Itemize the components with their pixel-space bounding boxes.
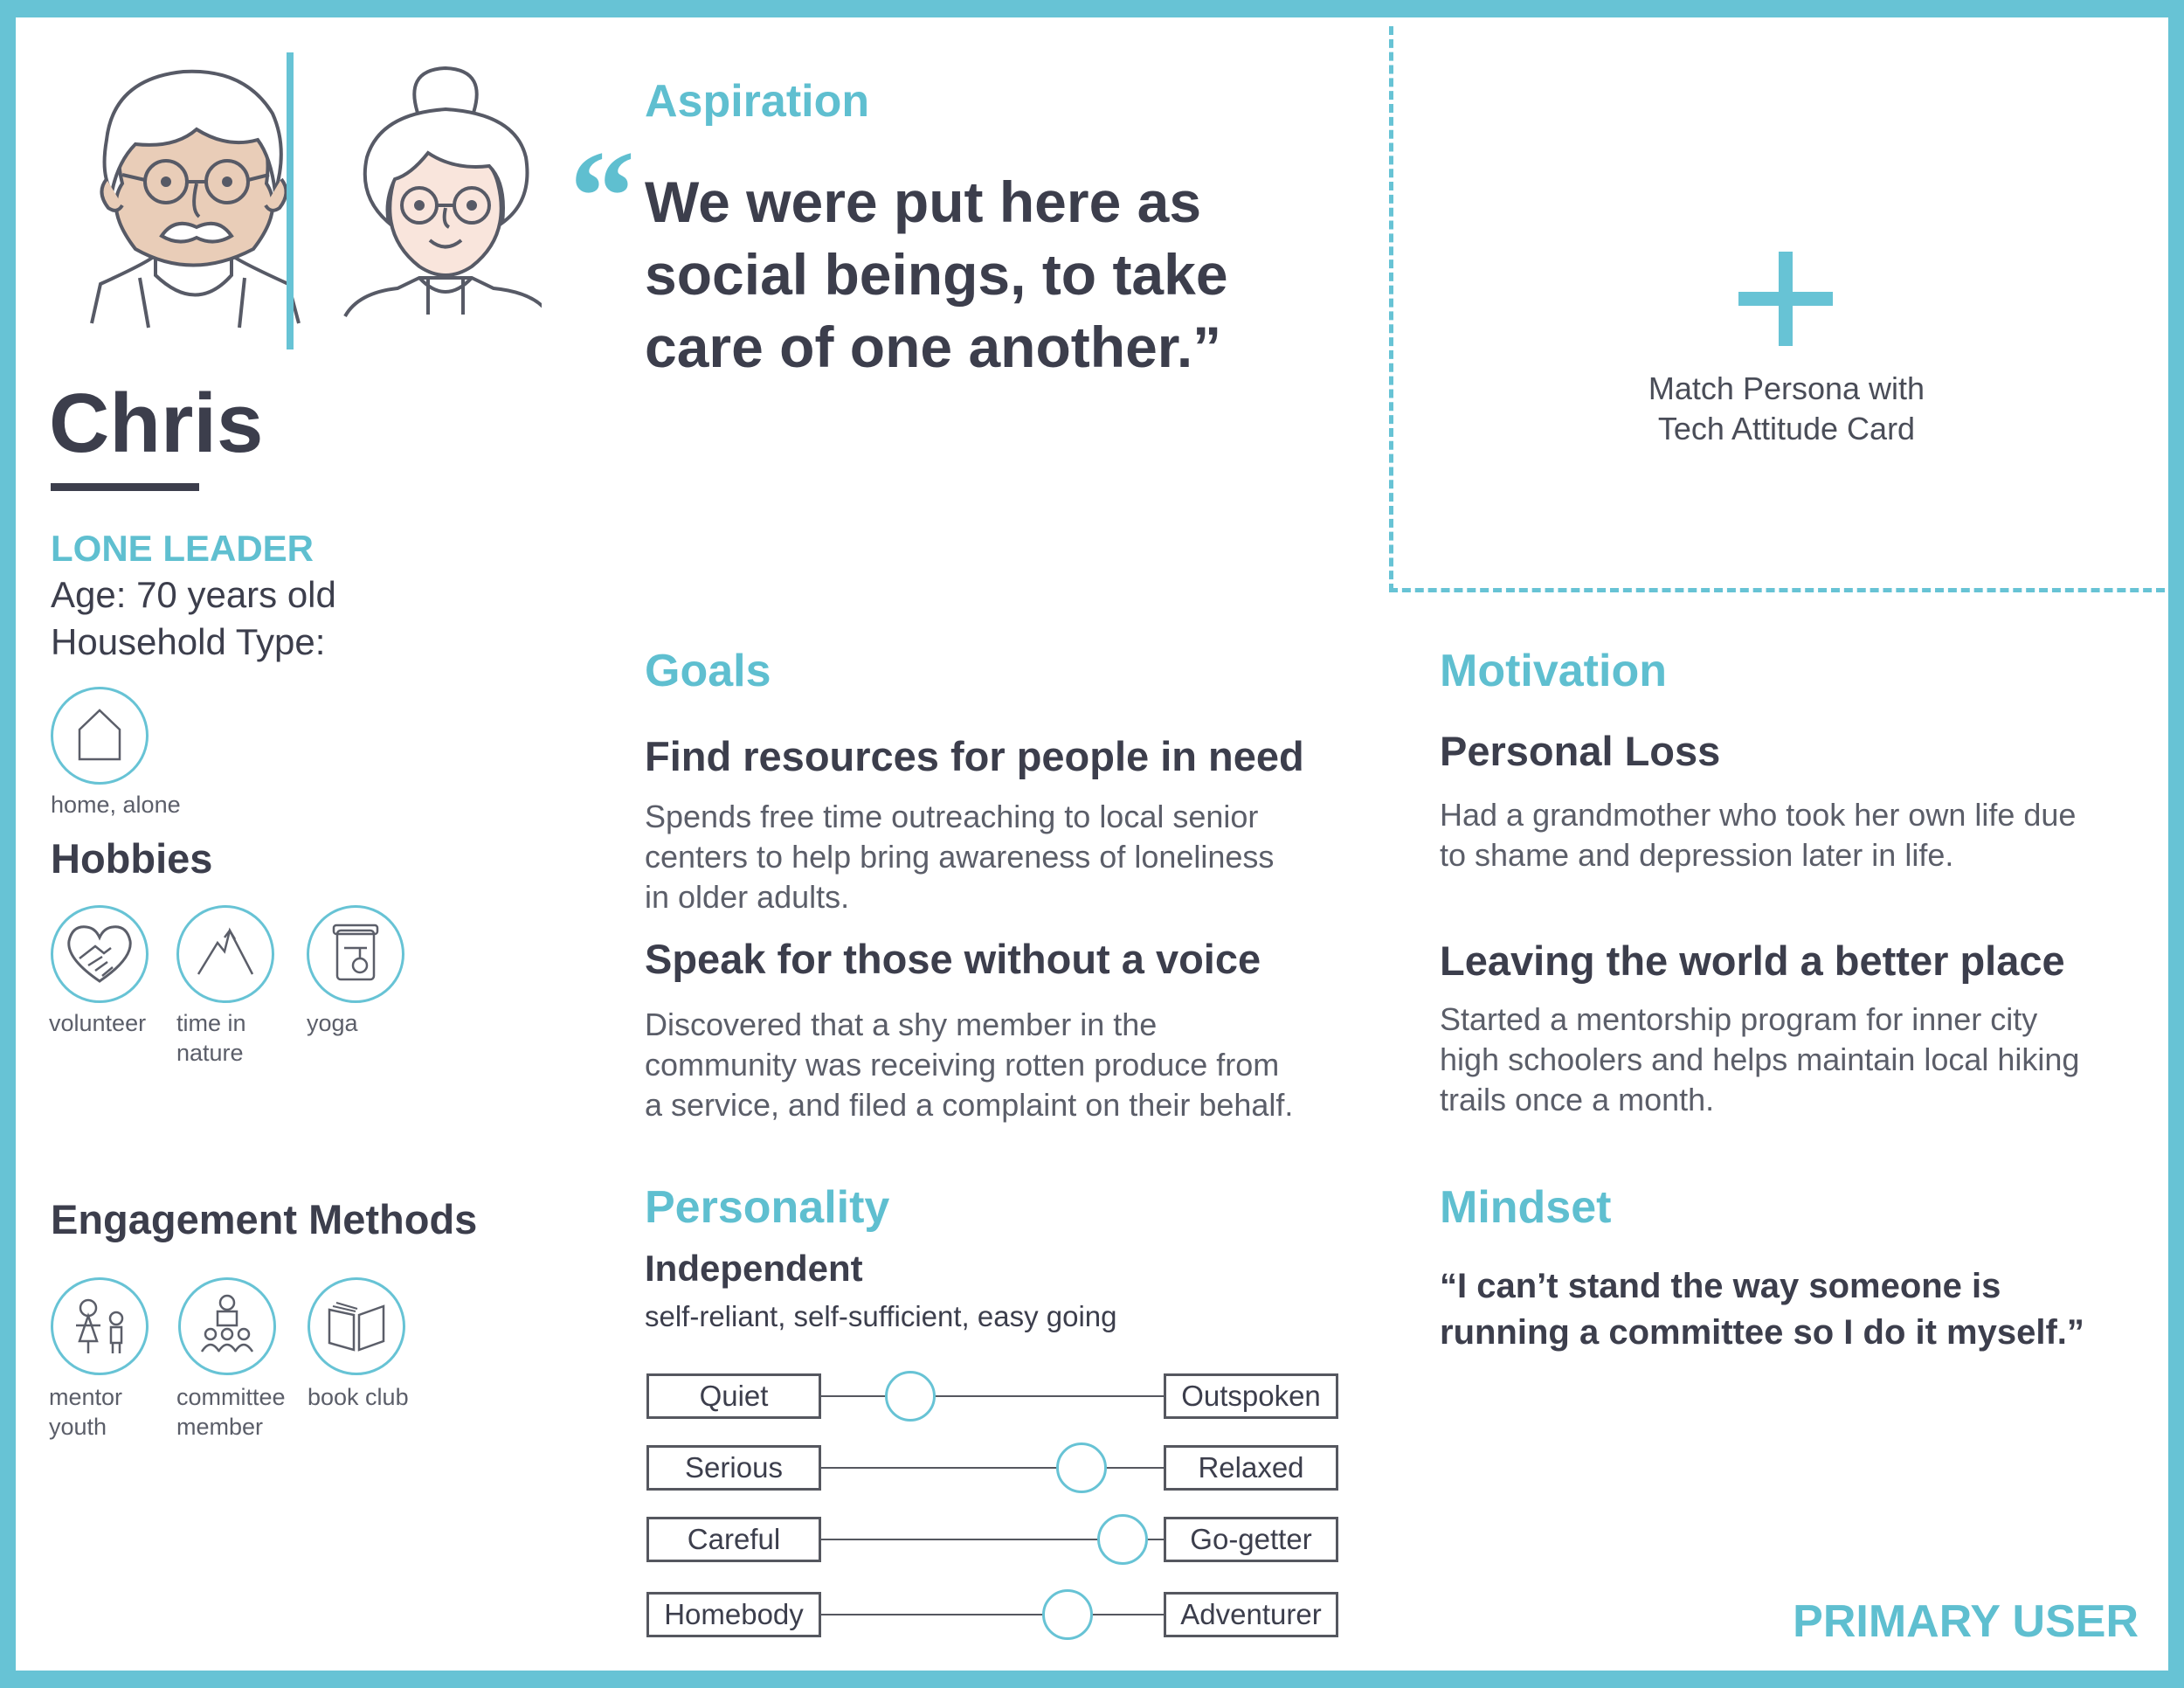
hobby-label: time in nature (176, 1010, 246, 1066)
male-avatar-icon (92, 72, 299, 328)
motivation-text: Started a mentorship program for inner city high schoolers and helps maintain local hiking trails once a month. (1440, 1001, 2080, 1117)
persona-age: Age: 70 years old (51, 574, 336, 615)
slider-track (821, 1467, 1164, 1469)
mindset-quote: “I can’t stand the way someone is running a committee so I do it myself.” (1440, 1267, 2084, 1352)
hobbies-title: Hobbies (51, 835, 213, 882)
engagement-label: book club (308, 1384, 409, 1410)
avatar-divider (287, 52, 294, 349)
persona-type: LONE LEADER (51, 528, 314, 569)
committee-icon (178, 1277, 276, 1375)
handshake-heart-icon (51, 905, 149, 1003)
personality-descriptors: self-reliant, self-sufficient, easy going (645, 1300, 1117, 1332)
yoga-icon (307, 905, 404, 1003)
mentor-icon (51, 1277, 149, 1375)
goal-heading: Find resources for people in need (645, 733, 1304, 779)
house-icon (51, 687, 149, 785)
persona-avatars (52, 52, 542, 349)
slider-knob[interactable] (1097, 1514, 1148, 1565)
mindset-title: Mindset (1440, 1182, 1612, 1233)
personality-trait: Independent (645, 1248, 863, 1289)
hobby-label: yoga (307, 1010, 358, 1036)
goal-text: Discovered that a shy member in the community was receiving rotten produce from a service, and filed a complaint on their behalf. (645, 1007, 1294, 1123)
plus-icon[interactable] (1738, 252, 1833, 346)
goals-title: Goals (645, 646, 771, 696)
motivation-text: Had a grandmother who took her own life due to shame and depression later in life. (1440, 797, 2077, 873)
slider-left-label: Homebody (646, 1592, 821, 1637)
motivation-heading: Leaving the world a better place (1440, 937, 2065, 984)
match-persona-label: Match Persona with Tech Attitude Card (1648, 370, 1925, 446)
slider-left-label: Careful (646, 1517, 821, 1562)
slider-track (821, 1614, 1164, 1615)
household-label: Household Type: (51, 621, 326, 662)
personality-title: Personality (645, 1182, 890, 1233)
goal-heading: Speak for those without a voice (645, 936, 1261, 982)
book-icon (308, 1277, 405, 1375)
slider-knob[interactable] (885, 1371, 936, 1422)
engagement-title: Engagement Methods (51, 1196, 478, 1242)
aspiration-title: Aspiration (645, 76, 870, 127)
engagement-label: committee member (176, 1384, 286, 1440)
household-item-label: home, alone (51, 792, 181, 818)
female-avatar-icon (345, 68, 542, 316)
motivation-heading: Personal Loss (1440, 728, 1721, 774)
goal-text: Spends free time outreaching to local senior centers to help bring awareness of loneliness in older adults. (645, 799, 1275, 915)
aspiration-quote: We were put here as social beings, to take care of one another.” (645, 169, 1228, 379)
hobby-label: volunteer (49, 1010, 147, 1036)
persona-name: Chris (49, 377, 264, 470)
slider-left-label: Quiet (646, 1373, 821, 1419)
name-underline (51, 483, 199, 491)
mountain-icon (176, 905, 274, 1003)
slider-track (821, 1395, 1164, 1397)
slider-right-label: Go-getter (1164, 1517, 1338, 1562)
slider-left-label: Serious (646, 1445, 821, 1491)
slider-right-label: Adventurer (1164, 1592, 1338, 1637)
slider-knob[interactable] (1042, 1589, 1093, 1640)
slider-knob[interactable] (1056, 1442, 1107, 1493)
slider-right-label: Relaxed (1164, 1445, 1338, 1491)
motivation-title: Motivation (1440, 646, 1667, 696)
quote-mark-icon: “ (570, 124, 635, 269)
engagement-label: mentor youth (49, 1384, 123, 1440)
primary-user-badge: PRIMARY USER (1793, 1596, 2139, 1647)
slider-right-label: Outspoken (1164, 1373, 1338, 1419)
